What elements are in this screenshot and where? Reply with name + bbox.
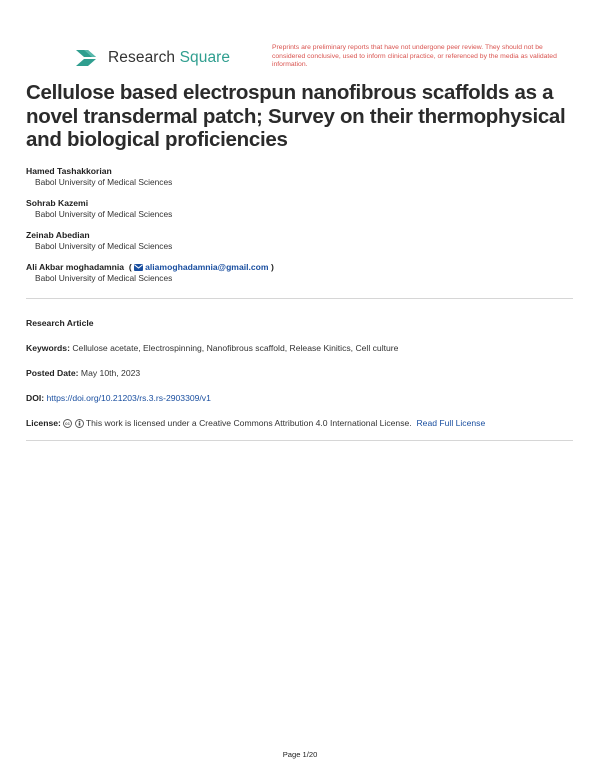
author-name: Sohrab Kazemi xyxy=(26,198,89,208)
email-close-paren: ) xyxy=(270,262,274,272)
doi-label: DOI: xyxy=(26,393,45,403)
author-name-with-email xyxy=(26,262,566,272)
license-label: License: xyxy=(26,418,61,428)
author-affiliation: Babol University of Medical Sciences xyxy=(35,241,173,251)
author-affiliation: Babol University of Medical Sciences xyxy=(35,209,173,219)
author-name: Zeinab Abedian xyxy=(26,230,90,240)
page-number: Page 1/20 xyxy=(282,750,318,759)
creative-commons-icon xyxy=(63,419,72,428)
paper-title: Cellulose based electrospun nanofibrous scaffolds as a novel transdermal patch; Survey on their thermophysical and biological proficiencies xyxy=(26,81,566,151)
research-square-logo-icon xyxy=(74,48,100,68)
author-entry xyxy=(26,198,566,230)
author-affiliation: Babol University of Medical Sciences xyxy=(35,273,173,283)
attribution-icon xyxy=(75,419,84,428)
author-entry xyxy=(26,262,566,294)
read-full-license-link[interactable]: Read Full License xyxy=(416,418,486,428)
keywords-value: Cellulose acetate, Electrospinning, Nanofibrous scaffold, Release Kinitics, Cell culture xyxy=(72,343,399,353)
author-entry xyxy=(26,166,566,198)
keywords-row xyxy=(26,343,398,353)
posted-date-row xyxy=(26,368,140,378)
email-open-paren: ( xyxy=(126,262,132,272)
author-entry xyxy=(26,230,566,262)
doi-link[interactable]: https://doi.org/10.21203/rs.3.rs-2903309/v1 xyxy=(46,393,211,403)
posted-date-value: May 10th, 2023 xyxy=(80,368,141,378)
logo-text xyxy=(108,49,230,67)
author-name: Hamed Tashakkorian xyxy=(26,166,112,176)
section-divider xyxy=(26,298,573,299)
license-row xyxy=(26,418,485,428)
preprint-disclaimer: Preprints are preliminary reports that have not undergone peer review. They should not be considered conclusive, used to inform clinical practice, or referenced by the media as validated information. xyxy=(272,44,557,69)
svg-text:cc: cc xyxy=(65,421,71,427)
keywords-label: Keywords: xyxy=(26,343,70,353)
author-affiliation: Babol University of Medical Sciences xyxy=(35,177,173,187)
research-square-logo[interactable] xyxy=(74,48,230,68)
doi-row xyxy=(26,393,211,403)
author-list xyxy=(26,166,566,294)
logo-text-accent: Square xyxy=(179,49,231,66)
section-divider xyxy=(26,440,573,441)
envelope-icon xyxy=(134,264,143,271)
article-type: Research Article xyxy=(26,318,94,328)
author-email: aliamoghadamnia@gmail.com xyxy=(145,262,269,272)
author-email-link[interactable] xyxy=(134,262,268,272)
posted-date-label: Posted Date: xyxy=(26,368,79,378)
logo-text-primary: Research xyxy=(108,49,176,66)
license-text: This work is licensed under a Creative Commons Attribution 4.0 International License. xyxy=(85,418,412,428)
author-name: Ali Akbar moghadamnia xyxy=(26,262,125,272)
